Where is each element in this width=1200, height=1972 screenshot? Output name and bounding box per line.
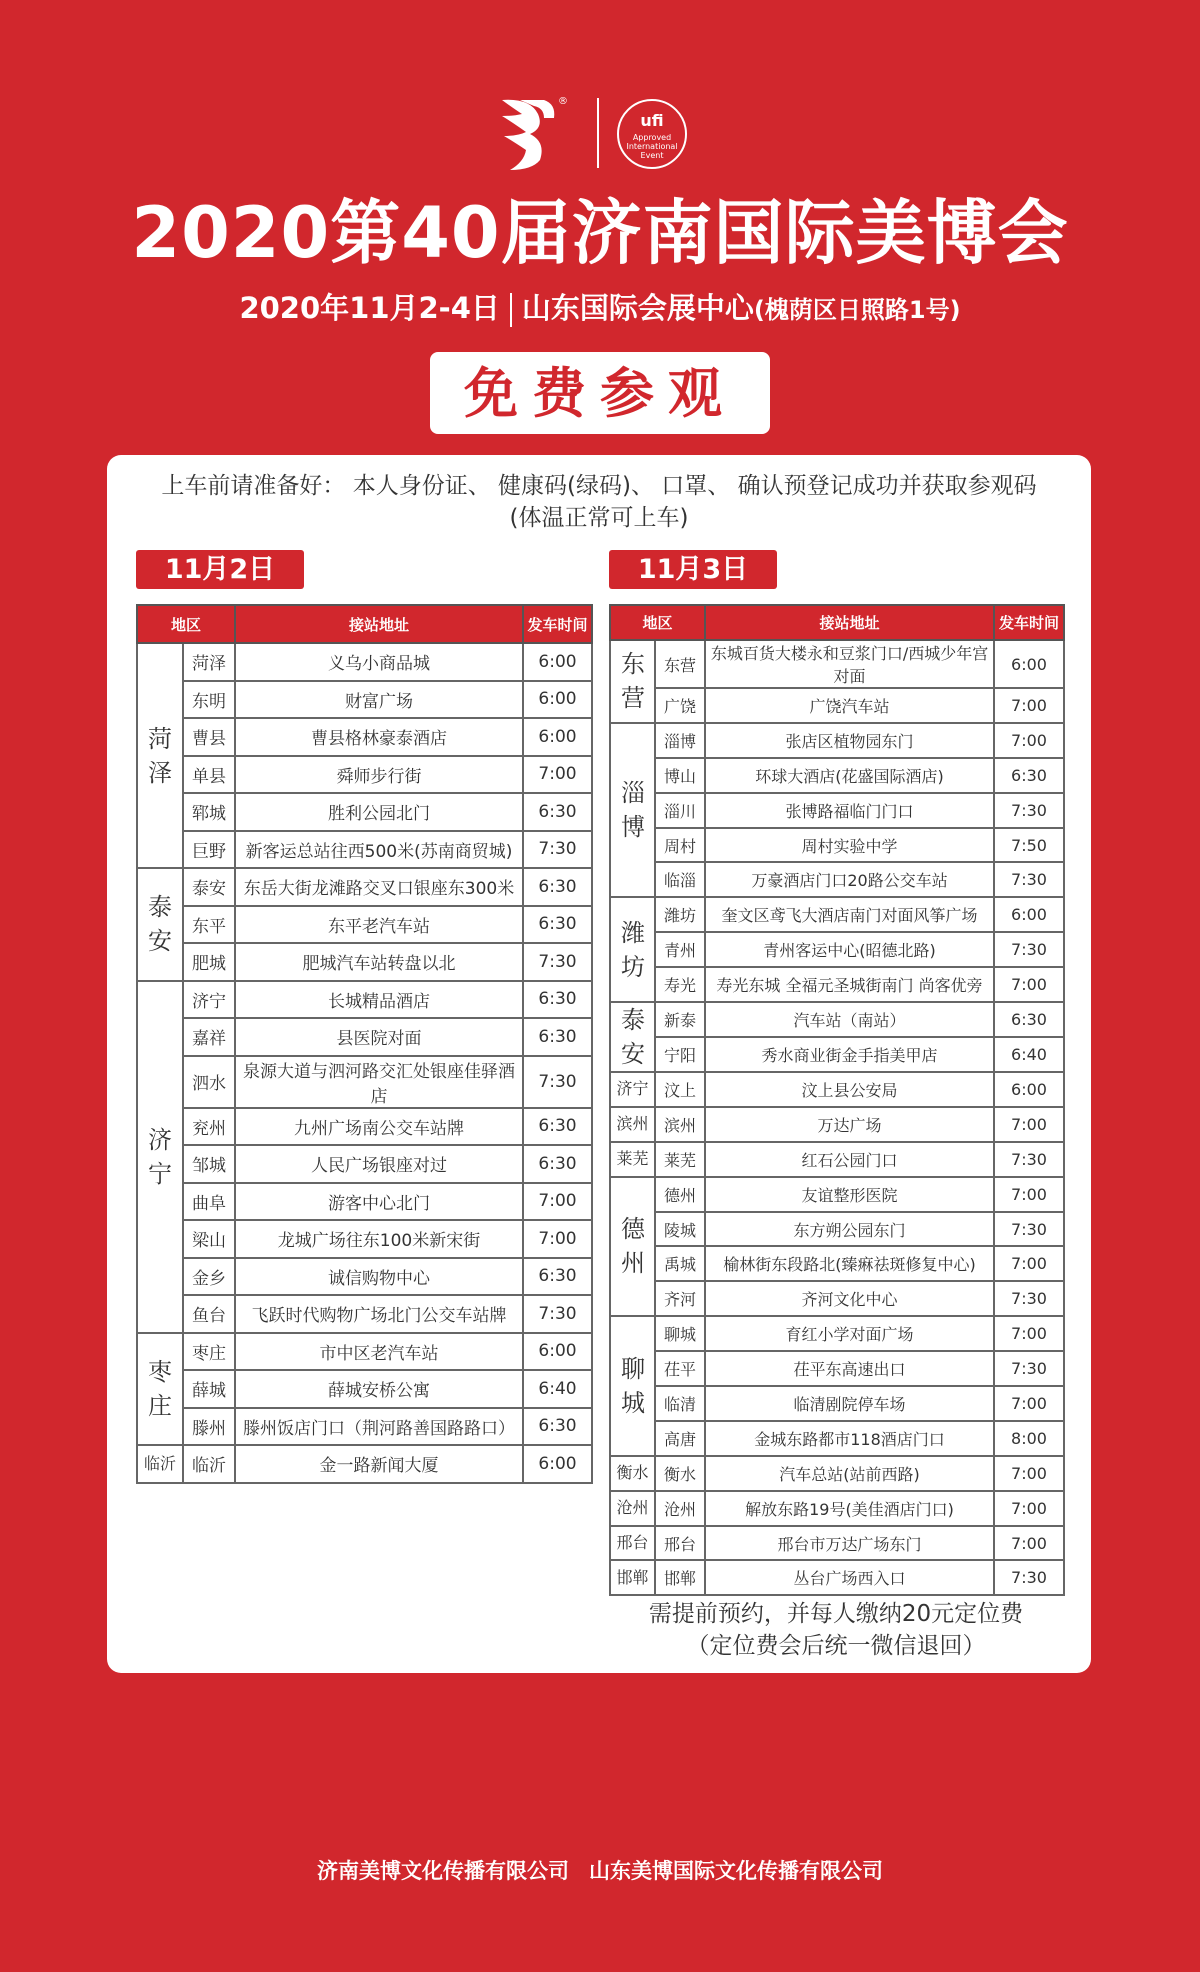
- organizer-1: 济南美博文化传播有限公司: [317, 1859, 569, 1883]
- table-row: [137, 1018, 592, 1056]
- district-cell: 鱼台: [183, 1295, 235, 1333]
- address-cell: 榆林街东段路北(臻痳祛斑修复中心): [705, 1246, 994, 1281]
- time-cell: 7:30: [523, 1295, 592, 1333]
- district-cell: 滨州: [655, 1107, 705, 1142]
- table-row: [610, 1177, 1064, 1212]
- district-cell: 滕州: [183, 1408, 235, 1446]
- table-row: [610, 862, 1064, 897]
- district-cell: 枣庄: [183, 1333, 235, 1371]
- district-cell: 菏泽: [183, 643, 235, 681]
- address-cell: 游客中心北门: [235, 1183, 523, 1221]
- region-cell: 泰安: [610, 1002, 655, 1072]
- address-cell: 诚信购物中心: [235, 1258, 523, 1296]
- district-cell: 济宁: [183, 981, 235, 1019]
- region-cell: 东营: [610, 640, 655, 723]
- address-cell: 人民广场银座对过: [235, 1145, 523, 1183]
- time-cell: 6:30: [994, 758, 1064, 793]
- district-cell: 金乡: [183, 1258, 235, 1296]
- time-cell: 6:30: [523, 981, 592, 1019]
- free-admission-badge: 免费参观: [430, 352, 770, 434]
- table-row: [137, 1056, 592, 1108]
- address-cell: 金一路新闻大厦: [235, 1445, 523, 1483]
- district-cell: 聊城: [655, 1316, 705, 1351]
- day2-schedule-table: [609, 604, 1065, 1596]
- table-row: [610, 1351, 1064, 1386]
- time-cell: 6:00: [523, 681, 592, 719]
- note-line-1: 需提前预约，并每人缴纳20元定位费: [648, 1601, 1024, 1627]
- table-row: [137, 1333, 592, 1371]
- table-row: [137, 1145, 592, 1183]
- address-cell: 东方朔公园东门: [705, 1212, 994, 1247]
- address-cell: 环球大酒店(花盛国际酒店): [705, 758, 994, 793]
- table-row: [137, 981, 592, 1019]
- time-cell: 6:30: [523, 1258, 592, 1296]
- district-cell: 衡水: [655, 1456, 705, 1491]
- address-cell: 县医院对面: [235, 1018, 523, 1056]
- district-cell: 汶上: [655, 1072, 705, 1107]
- address-cell: 汶上县公安局: [705, 1072, 994, 1107]
- address-cell: 飞跃时代购物广场北门公交车站牌: [235, 1295, 523, 1333]
- region-cell: 德州: [610, 1177, 655, 1317]
- district-cell: 周村: [655, 828, 705, 863]
- region-cell: 莱芜: [610, 1142, 655, 1177]
- region-cell: 沧州: [610, 1491, 655, 1526]
- day1-schedule-table: [136, 604, 593, 1484]
- table-row: [137, 1295, 592, 1333]
- time-cell: 6:30: [523, 868, 592, 906]
- district-cell: 潍坊: [655, 897, 705, 932]
- table-row: [610, 1421, 1064, 1456]
- region-cell: 泰安: [137, 868, 183, 981]
- district-cell: 博山: [655, 758, 705, 793]
- time-cell: 7:30: [994, 1281, 1064, 1316]
- time-cell: 7:30: [523, 943, 592, 981]
- table-row: [610, 932, 1064, 967]
- district-cell: 禹城: [655, 1246, 705, 1281]
- table-row: [610, 828, 1064, 863]
- time-cell: 7:30: [994, 1351, 1064, 1386]
- address-cell: 张店区植物园东门: [705, 723, 994, 758]
- region-cell: 淄博: [610, 723, 655, 897]
- district-cell: 兖州: [183, 1108, 235, 1146]
- address-cell: 东平老汽车站: [235, 906, 523, 944]
- address-cell: 寿光东城 全福元圣城街南门 尚客优旁: [705, 967, 994, 1002]
- col-region: 地区: [610, 605, 705, 640]
- address-cell: 长城精品酒店: [235, 981, 523, 1019]
- table-row: [610, 1316, 1064, 1351]
- district-cell: 东明: [183, 681, 235, 719]
- table-row: [137, 718, 592, 756]
- time-cell: 7:00: [994, 1456, 1064, 1491]
- table-row: [610, 967, 1064, 1002]
- table-row: [610, 1386, 1064, 1421]
- region-cell: 菏泽: [137, 643, 183, 868]
- venue-address: (槐荫区日照路1号): [753, 296, 961, 324]
- address-cell: 九州广场南公交车站牌: [235, 1108, 523, 1146]
- time-cell: 7:00: [994, 688, 1064, 723]
- event-venue: 山东国际会展中心: [521, 291, 754, 325]
- district-cell: 宁阳: [655, 1037, 705, 1072]
- address-cell: 义乌小商品城: [235, 643, 523, 681]
- col-time: 发车时间: [523, 605, 592, 643]
- table-row: [137, 831, 592, 869]
- district-cell: 青州: [655, 932, 705, 967]
- table-row: [610, 1212, 1064, 1247]
- address-cell: 新客运总站往西500米(苏南商贸城): [235, 831, 523, 869]
- address-cell: 汽车总站(站前西路): [705, 1456, 994, 1491]
- district-cell: 郓城: [183, 793, 235, 831]
- col-time: 发车时间: [994, 605, 1064, 640]
- table-row: [137, 1408, 592, 1446]
- address-cell: 奎文区鸢飞大酒店南门对面风筝广场: [705, 897, 994, 932]
- district-cell: 泰安: [183, 868, 235, 906]
- table-row: [610, 793, 1064, 828]
- region-cell: 聊城: [610, 1316, 655, 1456]
- table-row: [610, 1526, 1064, 1561]
- district-cell: 邯郸: [655, 1560, 705, 1595]
- time-cell: 7:50: [994, 828, 1064, 863]
- region-cell: 潍坊: [610, 897, 655, 1002]
- note-line-2: （定位费会后统一微信退回）: [686, 1633, 986, 1659]
- reservation-note: [609, 1598, 1063, 1662]
- district-cell: 巨野: [183, 831, 235, 869]
- event-info: [0, 290, 1200, 328]
- table-row: [137, 1445, 592, 1483]
- address-cell: 泉源大道与泗河路交汇处银座佳驿酒店: [235, 1056, 523, 1108]
- col-region: 地区: [137, 605, 235, 643]
- time-cell: 7:30: [994, 1212, 1064, 1247]
- table-row: [610, 1560, 1064, 1595]
- address-cell: 临清剧院停车场: [705, 1386, 994, 1421]
- time-cell: 6:30: [994, 1002, 1064, 1037]
- district-cell: 临沂: [183, 1445, 235, 1483]
- event-title: 2020第40届济南国际美博会: [131, 192, 1069, 274]
- district-cell: 邢台: [655, 1526, 705, 1561]
- address-cell: 财富广场: [235, 681, 523, 719]
- district-cell: 临淄: [655, 862, 705, 897]
- time-cell: 6:30: [523, 793, 592, 831]
- district-cell: 莱芜: [655, 1142, 705, 1177]
- table-row: [137, 793, 592, 831]
- table-row: [137, 943, 592, 981]
- time-cell: 7:00: [994, 967, 1064, 1002]
- address-cell: 周村实验中学: [705, 828, 994, 863]
- table-row: [610, 640, 1064, 688]
- region-cell: 枣庄: [137, 1333, 183, 1446]
- region-cell: 滨州: [610, 1107, 655, 1142]
- time-cell: 7:00: [994, 1177, 1064, 1212]
- time-cell: 7:00: [994, 1526, 1064, 1561]
- table-row: [610, 688, 1064, 723]
- district-cell: 梁山: [183, 1220, 235, 1258]
- address-cell: 红石公园门口: [705, 1142, 994, 1177]
- table-row: [610, 897, 1064, 932]
- divider: [510, 293, 512, 327]
- table-row: [610, 1072, 1064, 1107]
- address-cell: 金城东路都市118酒店门口: [705, 1421, 994, 1456]
- table-row: [610, 1281, 1064, 1316]
- address-cell: 万豪酒店门口20路公交车站: [705, 862, 994, 897]
- time-cell: 7:00: [994, 1316, 1064, 1351]
- notice-line-2: (体温正常可上车): [509, 505, 689, 531]
- address-cell: 市中区老汽车站: [235, 1333, 523, 1371]
- district-cell: 寿光: [655, 967, 705, 1002]
- time-cell: 7:30: [994, 793, 1064, 828]
- notice-line-1: 上车前请准备好： 本人身份证、 健康码(绿码)、 口罩、 确认预登记成功并获取参观码: [161, 473, 1037, 499]
- region-cell: 临沂: [137, 1445, 183, 1483]
- event-date: 2020年11月2-4日: [239, 291, 500, 325]
- day2-label: 11月3日: [609, 550, 777, 589]
- col-address: 接站地址: [705, 605, 994, 640]
- address-cell: 龙城广场往东100米新宋街: [235, 1220, 523, 1258]
- address-cell: 汽车站（南站）: [705, 1002, 994, 1037]
- table-row: [137, 681, 592, 719]
- address-cell: 茌平东高速出口: [705, 1351, 994, 1386]
- time-cell: 6:00: [994, 897, 1064, 932]
- table-row: [610, 1142, 1064, 1177]
- table-row: [610, 723, 1064, 758]
- district-cell: 高唐: [655, 1421, 705, 1456]
- address-cell: 胜利公园北门: [235, 793, 523, 831]
- table-row: [137, 643, 592, 681]
- table-row: [137, 906, 592, 944]
- time-cell: 7:00: [994, 1107, 1064, 1142]
- address-cell: 丛台广场西入口: [705, 1560, 994, 1595]
- time-cell: 6:30: [523, 1108, 592, 1146]
- district-cell: 广饶: [655, 688, 705, 723]
- day1-label: 11月2日: [136, 550, 304, 589]
- district-cell: 淄川: [655, 793, 705, 828]
- organizers: [0, 1855, 1200, 1885]
- address-cell: 曹县格林豪泰酒店: [235, 718, 523, 756]
- time-cell: 6:40: [523, 1370, 592, 1408]
- address-cell: 广饶汽车站: [705, 688, 994, 723]
- address-cell: 秀水商业街金手指美甲店: [705, 1037, 994, 1072]
- address-cell: 青州客运中心(昭德北路): [705, 932, 994, 967]
- brand-logo-icon: [500, 92, 700, 172]
- time-cell: 6:00: [994, 1072, 1064, 1107]
- district-cell: 嘉祥: [183, 1018, 235, 1056]
- district-cell: 齐河: [655, 1281, 705, 1316]
- address-cell: 万达广场: [705, 1107, 994, 1142]
- time-cell: 7:30: [994, 932, 1064, 967]
- table-row: [610, 1456, 1064, 1491]
- district-cell: 陵城: [655, 1212, 705, 1247]
- time-cell: 7:00: [523, 756, 592, 794]
- district-cell: 曹县: [183, 718, 235, 756]
- logo: [500, 92, 700, 172]
- table-row: [610, 1107, 1064, 1142]
- address-cell: 滕州饭店门口（荆河路善国路路口）: [235, 1408, 523, 1446]
- district-cell: 茌平: [655, 1351, 705, 1386]
- table-row: [610, 1246, 1064, 1281]
- table-row: [137, 1258, 592, 1296]
- region-cell: 衡水: [610, 1456, 655, 1491]
- table-row: [137, 756, 592, 794]
- time-cell: 7:00: [994, 1491, 1064, 1526]
- region-cell: 济宁: [137, 981, 183, 1333]
- district-cell: 淄博: [655, 723, 705, 758]
- table-row: [610, 758, 1064, 793]
- organizer-2: 山东美博国际文化传播有限公司: [589, 1859, 883, 1883]
- time-cell: 6:00: [994, 640, 1064, 688]
- address-cell: 邢台市万达广场东门: [705, 1526, 994, 1561]
- district-cell: 德州: [655, 1177, 705, 1212]
- district-cell: 东平: [183, 906, 235, 944]
- table-row: [137, 1220, 592, 1258]
- address-cell: 齐河文化中心: [705, 1281, 994, 1316]
- address-cell: 解放东路19号(美佳酒店门口): [705, 1491, 994, 1526]
- table-row: [610, 1002, 1064, 1037]
- table-row: [610, 1037, 1064, 1072]
- time-cell: 7:00: [994, 723, 1064, 758]
- svg-text:®: ®: [558, 96, 568, 107]
- time-cell: 7:30: [994, 1142, 1064, 1177]
- district-cell: 泗水: [183, 1056, 235, 1108]
- time-cell: 7:30: [523, 831, 592, 869]
- svg-text:ufi: ufi: [640, 111, 664, 130]
- time-cell: 7:30: [994, 1560, 1064, 1595]
- region-cell: 济宁: [610, 1072, 655, 1107]
- district-cell: 单县: [183, 756, 235, 794]
- time-cell: 8:00: [994, 1421, 1064, 1456]
- time-cell: 6:00: [523, 718, 592, 756]
- svg-text:Approved: Approved: [632, 133, 672, 142]
- address-cell: 育红小学对面广场: [705, 1316, 994, 1351]
- district-cell: 邹城: [183, 1145, 235, 1183]
- address-cell: 张博路福临门门口: [705, 793, 994, 828]
- district-cell: 曲阜: [183, 1183, 235, 1221]
- table-row: [137, 1183, 592, 1221]
- time-cell: 6:30: [523, 1145, 592, 1183]
- district-cell: 沧州: [655, 1491, 705, 1526]
- boarding-notice: [107, 470, 1091, 534]
- district-cell: 薛城: [183, 1370, 235, 1408]
- district-cell: 肥城: [183, 943, 235, 981]
- time-cell: 6:00: [523, 643, 592, 681]
- address-cell: 肥城汽车站转盘以北: [235, 943, 523, 981]
- district-cell: 新泰: [655, 1002, 705, 1037]
- time-cell: 7:00: [994, 1246, 1064, 1281]
- time-cell: 6:30: [523, 906, 592, 944]
- district-cell: 临清: [655, 1386, 705, 1421]
- table-row: [610, 1491, 1064, 1526]
- table-row: [137, 868, 592, 906]
- col-address: 接站地址: [235, 605, 523, 643]
- time-cell: 6:00: [523, 1333, 592, 1371]
- region-cell: 邯郸: [610, 1560, 655, 1595]
- time-cell: 6:30: [523, 1018, 592, 1056]
- district-cell: 东营: [655, 640, 705, 688]
- address-cell: 薛城安桥公寓: [235, 1370, 523, 1408]
- address-cell: 东城百货大楼永和豆浆门口/西城少年宫对面: [705, 640, 994, 688]
- time-cell: 7:30: [994, 862, 1064, 897]
- time-cell: 7:00: [994, 1386, 1064, 1421]
- region-cell: 邢台: [610, 1526, 655, 1561]
- time-cell: 6:30: [523, 1408, 592, 1446]
- time-cell: 7:30: [523, 1056, 592, 1108]
- address-cell: 舜师步行街: [235, 756, 523, 794]
- address-cell: 东岳大街龙滩路交叉口银座东300米: [235, 868, 523, 906]
- time-cell: 7:00: [523, 1220, 592, 1258]
- svg-text:Event: Event: [640, 151, 664, 160]
- table-row: [137, 1370, 592, 1408]
- table-row: [137, 1108, 592, 1146]
- svg-text:International: International: [626, 142, 678, 151]
- time-cell: 6:00: [523, 1445, 592, 1483]
- address-cell: 友谊整形医院: [705, 1177, 994, 1212]
- time-cell: 7:00: [523, 1183, 592, 1221]
- time-cell: 6:40: [994, 1037, 1064, 1072]
